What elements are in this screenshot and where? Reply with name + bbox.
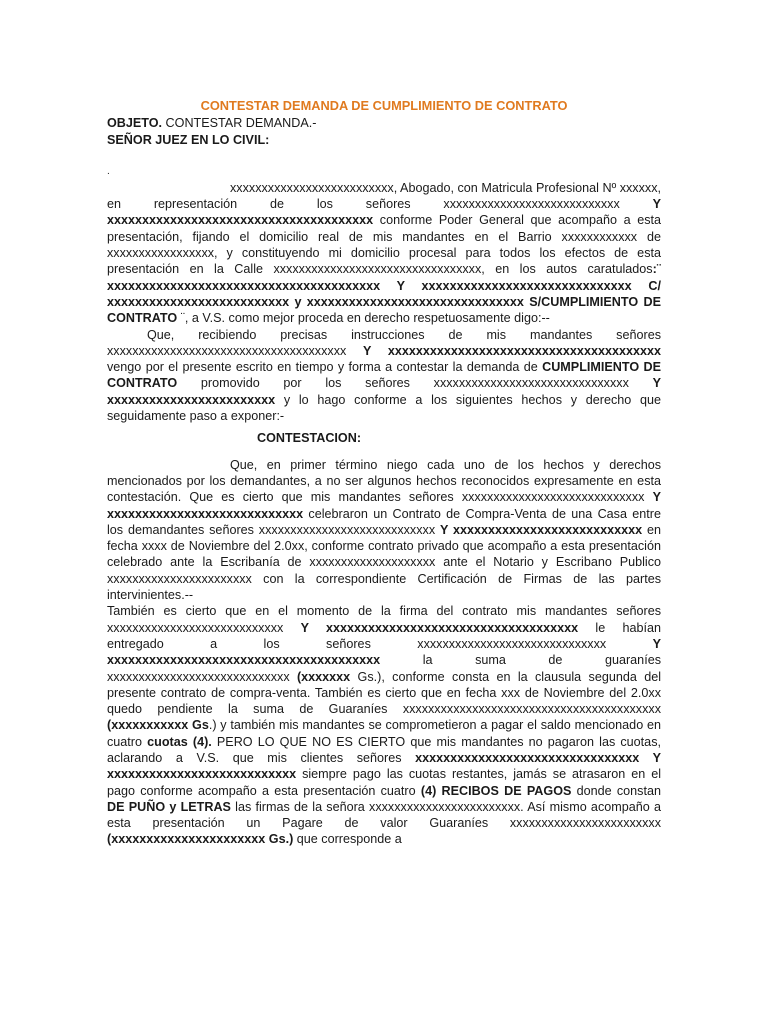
objeto-label: OBJETO. [107,116,163,131]
text-run: siempre pago las cuotas restantes, jamás se atrasaron en el pago conforme acompaño a esta presentación cuatro [107,767,661,798]
text-run: También es cierto que en el momento de la firma del contrato mis mandantes señores xxxxxxxxxxxxxxxxxxxxxxxxxxxx [107,604,661,635]
text-run: y lo hago conforme a los siguientes hechos y derecho que seguidamente paso a exponer:- [107,392,661,424]
text-run: celebraron un Contrato de Compra-Venta de una Casa entre los demandantes señores xxxxxxxxxxxxxxxxxxxxxxxxxxxx [107,506,661,537]
bold-text-run: (4) RECIBOS DE PAGOS [420,783,572,798]
text-run: Gs.), conforme consta en la clausula segunda del presente contrato de compra-venta. También es cierto que en fecha xxx de Noviembre del 2.0xx quedo pendiente la suma de Guaraníes xxxxxxxxxxxxxxxxxxxxxxxxxxxxxxxxxxxxxxxxx [107,669,662,717]
paragraph-1 [107,180,661,327]
bold-text-run: :¨ xxxxxxxxxxxxxxxxxxxxxxxxxxxxxxxxxxxxxxx Y xxxxxxxxxxxxxxxxxxxxxxxxxxxxxx C/ xxxxxxxxxxxxxxxxxxxxxxxxxx y xxxxxxxxxxxxxxxxxxxxxxxxxxxxxxx S/CUMPLIMIENTO DE CONTRATO [107,262,661,326]
senor-juez-heading: SEÑOR JUEZ EN LO CIVIL: [107,132,270,147]
bold-text-run: CUMPLIMIENTO DE CONTRATO [107,360,661,391]
paragraph-3 [107,457,661,604]
bold-text-run: Y xxxxxxxxxxxxxxxxxxxxxxxxxxxxxxxxxxxxxxx [362,343,661,358]
text-run: ¨, a V.S. como mejor proceda en derecho respetuosamente digo:-- [177,311,550,326]
bold-text-run: xxxxxxxxxxxxxxxxxxxxxxxxxxxxxxxx Y xxxxxxxxxxxxxxxxxxxxxxxxxxx [107,750,661,782]
text-run: la suma de guaraníes xxxxxxxxxxxxxxxxxxxxxxxxxxxxx [107,653,661,684]
bold-text-run: Y xxxxxxxxxxxxxxxxxxxxxxxxxxxxxxxxxxxxxxx [107,636,661,668]
text-run: xxxxxxxxxxxxxxxxxxxxxxxxxx, Abogado, con Matricula Profesional Nº xxxxxx, en representación de los señores xxxxxxxxxxxxxxxxxxxxxxxxxxxx [107,180,661,212]
text-run: las firmas de la señora xxxxxxxxxxxxxxxxxxxxxxxx. Así mismo acompaño a esta presentación un Pagare de valor Guaraníes xxxxxxxxxxxxxxxxxxxxxxxx [107,799,661,831]
document-title: CONTESTAR DEMANDA DE CUMPLIMIENTO DE CONTRATO [200,98,568,113]
bold-text-run: Y xxxxxxxxxxxxxxxxxxxxxxxxxxxxxxxxxxxx [300,620,579,635]
bold-text-run: cuotas (4). [147,734,212,749]
document-body [107,98,661,848]
text-run: PERO LO QUE NO ES CIERTO que mis mandantes no pagaron las cuotas, aclarando a V.S. que mis clientes señores [107,734,661,765]
paragraph-4 [107,603,661,847]
contestacion-heading: CONTESTACION: [257,431,362,446]
bold-text-run: DE PUÑO y LETRAS [107,799,231,814]
bold-text-run: Y xxxxxxxxxxxxxxxxxxxxxxxxxxxx [107,490,661,521]
text-run: conforme Poder General que acompaño a esta presentación, fijando el domicilio real de mis mandantes en el Barrio xxxxxxxxxxxx de xxxxxxxxxxxxxxxxx, y constituyendo mi domicilio procesal para todos los efectos de esta presentación en la Calle xxxxxxxxxxxxxxxxxxxxxxxxxxxxxxxxx, en los autos caratulados [107,213,661,277]
text-run: le habían entregado a los señores xxxxxxxxxxxxxxxxxxxxxxxxxxxxxx [107,620,661,651]
bold-text-run: Y xxxxxxxxxxxxxxxxxxxxxxxxxxx [439,522,643,537]
text-run: .) y también mis mandantes se comprometieron a pagar el saldo mencionado en cuatro [107,718,661,749]
text-run: Que, recibiendo precisas instrucciones de mis mandantes señores xxxxxxxxxxxxxxxxxxxxxxxxxxxxxxxxxxxxxx [107,327,661,358]
text-run: vengo por el presente escrito en tiempo y forma a contestar la demanda de [107,360,543,375]
text-run: Que, en primer término niego cada uno de los hechos y derechos mencionados por los demandantes, a no ser algunos hechos reconocidos expresamente en esta contestación. Que es cierto que mis mandantes señores xxxxxxxxxxxxxxxxxxxxxxxxxxxxx [107,457,661,505]
objeto-text: CONTESTAR DEMANDA.- [162,116,317,131]
bold-text-run: (xxxxxxxxxxxxxxxxxxxxxx Gs.) [107,832,294,847]
spacer [107,148,661,164]
text-run: que corresponde a [293,832,402,847]
text-run: promovido por los señores xxxxxxxxxxxxxxxxxxxxxxxxxxxxxxx [177,376,653,391]
dot-mark: . [107,165,110,177]
bold-text-run: (xxxxxxx [296,669,351,684]
text-run: en fecha xxxx de Noviembre del 2.0xx, conforme contrato privado que acompaño a esta presentación celebrado ante la Escribanía de xxxxxxxxxxxxxxxxxxxx ante el Notario y Escribano Publico xxxxxxxxxxxxxxxxxxxxxxx con la correspondiente Certificación de Firmas de las partes intervinientes.-- [107,522,662,603]
bold-text-run: Y xxxxxxxxxxxxxxxxxxxxxxxxxxxxxxxxxxxxxx [107,197,661,228]
objeto-line [107,115,661,131]
paragraph-2 [107,327,661,425]
bold-text-run: Y xxxxxxxxxxxxxxxxxxxxxxxx [107,376,661,407]
bold-text-run: (xxxxxxxxxxx Gs [107,718,209,733]
text-run: donde constan [571,783,661,798]
